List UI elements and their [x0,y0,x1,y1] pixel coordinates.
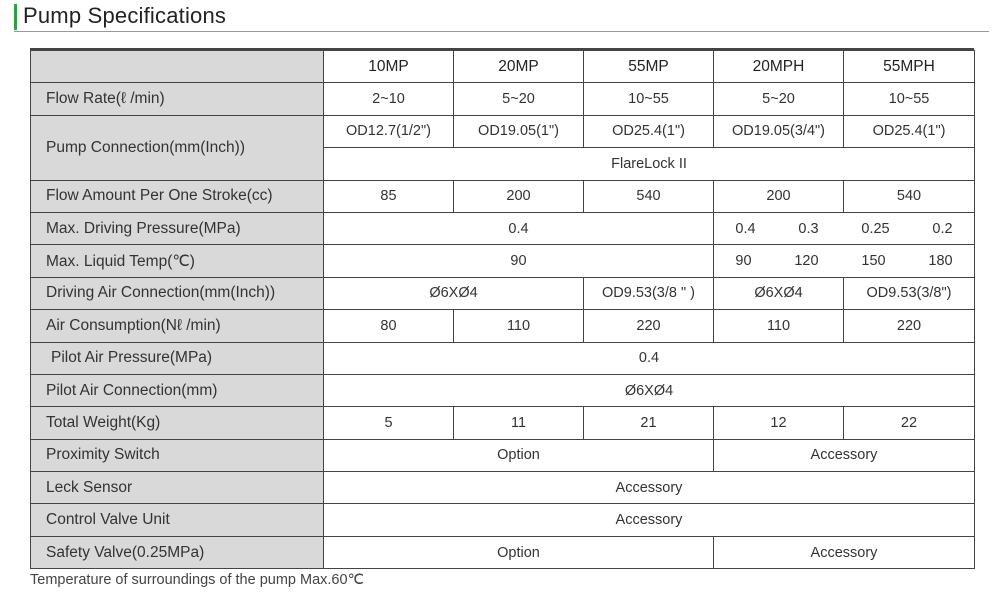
table-row [31,504,975,536]
row-label: Proximity Switch [31,439,324,471]
table-cell: Ø6XØ4 [324,277,584,309]
table-cell: OD19.05(1") [454,115,584,147]
row-label: Safety Valve(0.25MPa) [31,536,324,568]
table-cell: 540 [584,180,714,212]
table-cell: 220 [844,310,975,342]
table-cell: 5~20 [714,83,844,115]
table-cell: 110 [454,310,584,342]
table-row [31,115,975,147]
title-section [14,2,989,32]
table-cell: OD9.53(3/8") [844,277,975,309]
mph-pressure-cell [714,212,975,244]
table-row [31,83,975,115]
table-row [31,342,975,374]
row-label: Driving Air Connection(mm(Inch)) [31,277,324,309]
table-row [31,407,975,439]
table-cell: 540 [844,180,975,212]
row-label: Leck Sensor [31,472,324,504]
row-label: Pilot Air Connection(mm) [31,374,324,406]
table-cell: 11 [454,407,584,439]
table-cell: 12 [714,407,844,439]
table-cell: 90 [324,245,714,277]
row-label: Max. Liquid Temp(℃) [31,245,324,277]
footnote: Temperature of surroundings of the pump Max.60℃ [30,572,364,588]
table-cell: Accessory [714,439,975,471]
table-row [31,536,975,568]
col-header: 10MP [324,51,454,83]
col-header: 20MP [454,51,584,83]
table-row [31,374,975,406]
spec-table [30,50,975,569]
table-cell: 10~55 [844,83,975,115]
col-header: 55MPH [844,51,975,83]
table-cell: 2~10 [324,83,454,115]
row-label: Pilot Air Pressure(MPa) [31,342,324,374]
header-row [31,51,975,83]
table-cell: 0.25 [861,220,890,237]
row-label: Total Weight(Kg) [31,407,324,439]
table-cell: 220 [584,310,714,342]
table-row [31,245,975,277]
table-cell: 110 [714,310,844,342]
table-cell: 21 [584,407,714,439]
table-cell: 200 [454,180,584,212]
table-cell: OD19.05(3/4") [714,115,844,147]
row-label: Flow Amount Per One Stroke(cc) [31,180,324,212]
fitting-cell: FlareLock II [324,148,975,180]
table-cell: OD25.4(1") [584,115,714,147]
table-cell: OD12.7(1/2") [324,115,454,147]
table-cell: 0.2 [932,220,953,237]
title-accent-bar [14,4,17,30]
row-label: Pump Connection(mm(Inch)) [31,115,324,180]
table-row [31,277,975,309]
table-cell: Option [324,439,714,471]
header-corner [31,51,324,83]
page-title: Pump Specifications [23,3,227,28]
table-cell: 180 [928,253,953,270]
table-row [31,180,975,212]
table-cell: 10~55 [584,83,714,115]
table-cell: Ø6XØ4 [324,374,975,406]
table-cell: 5~20 [454,83,584,115]
table-cell: Accessory [714,536,975,568]
table-cell: 150 [861,253,886,270]
table-cell: Option [324,536,714,568]
table-cell: 80 [324,310,454,342]
table-cell: 0.4 [324,342,975,374]
row-label: Control Valve Unit [31,504,324,536]
row-label: Air Consumption(Nℓ /min) [31,310,324,342]
table-cell: OD25.4(1") [844,115,975,147]
table-cell: Accessory [324,472,975,504]
table-row [31,212,975,244]
row-label: Flow Rate(ℓ /min) [31,83,324,115]
table-cell: 22 [844,407,975,439]
col-header: 55MP [584,51,714,83]
table-cell: Ø6XØ4 [714,277,844,309]
table-cell: 0.4 [324,212,714,244]
table-row [31,472,975,504]
row-label: Max. Driving Pressure(MPa) [31,212,324,244]
mph-temp-cell [714,245,975,277]
table-cell: 0.3 [798,220,819,237]
table-cell: 0.4 [735,220,756,237]
table-cell: 85 [324,180,454,212]
table-row [31,310,975,342]
col-header: 20MPH [714,51,844,83]
table-cell: OD9.53(3/8 " ) [584,277,714,309]
table-cell: Accessory [324,504,975,536]
table-cell: 90 [735,253,752,270]
table-row [31,439,975,471]
table-cell: 5 [324,407,454,439]
table-cell: 200 [714,180,844,212]
table-cell: 120 [794,253,819,270]
